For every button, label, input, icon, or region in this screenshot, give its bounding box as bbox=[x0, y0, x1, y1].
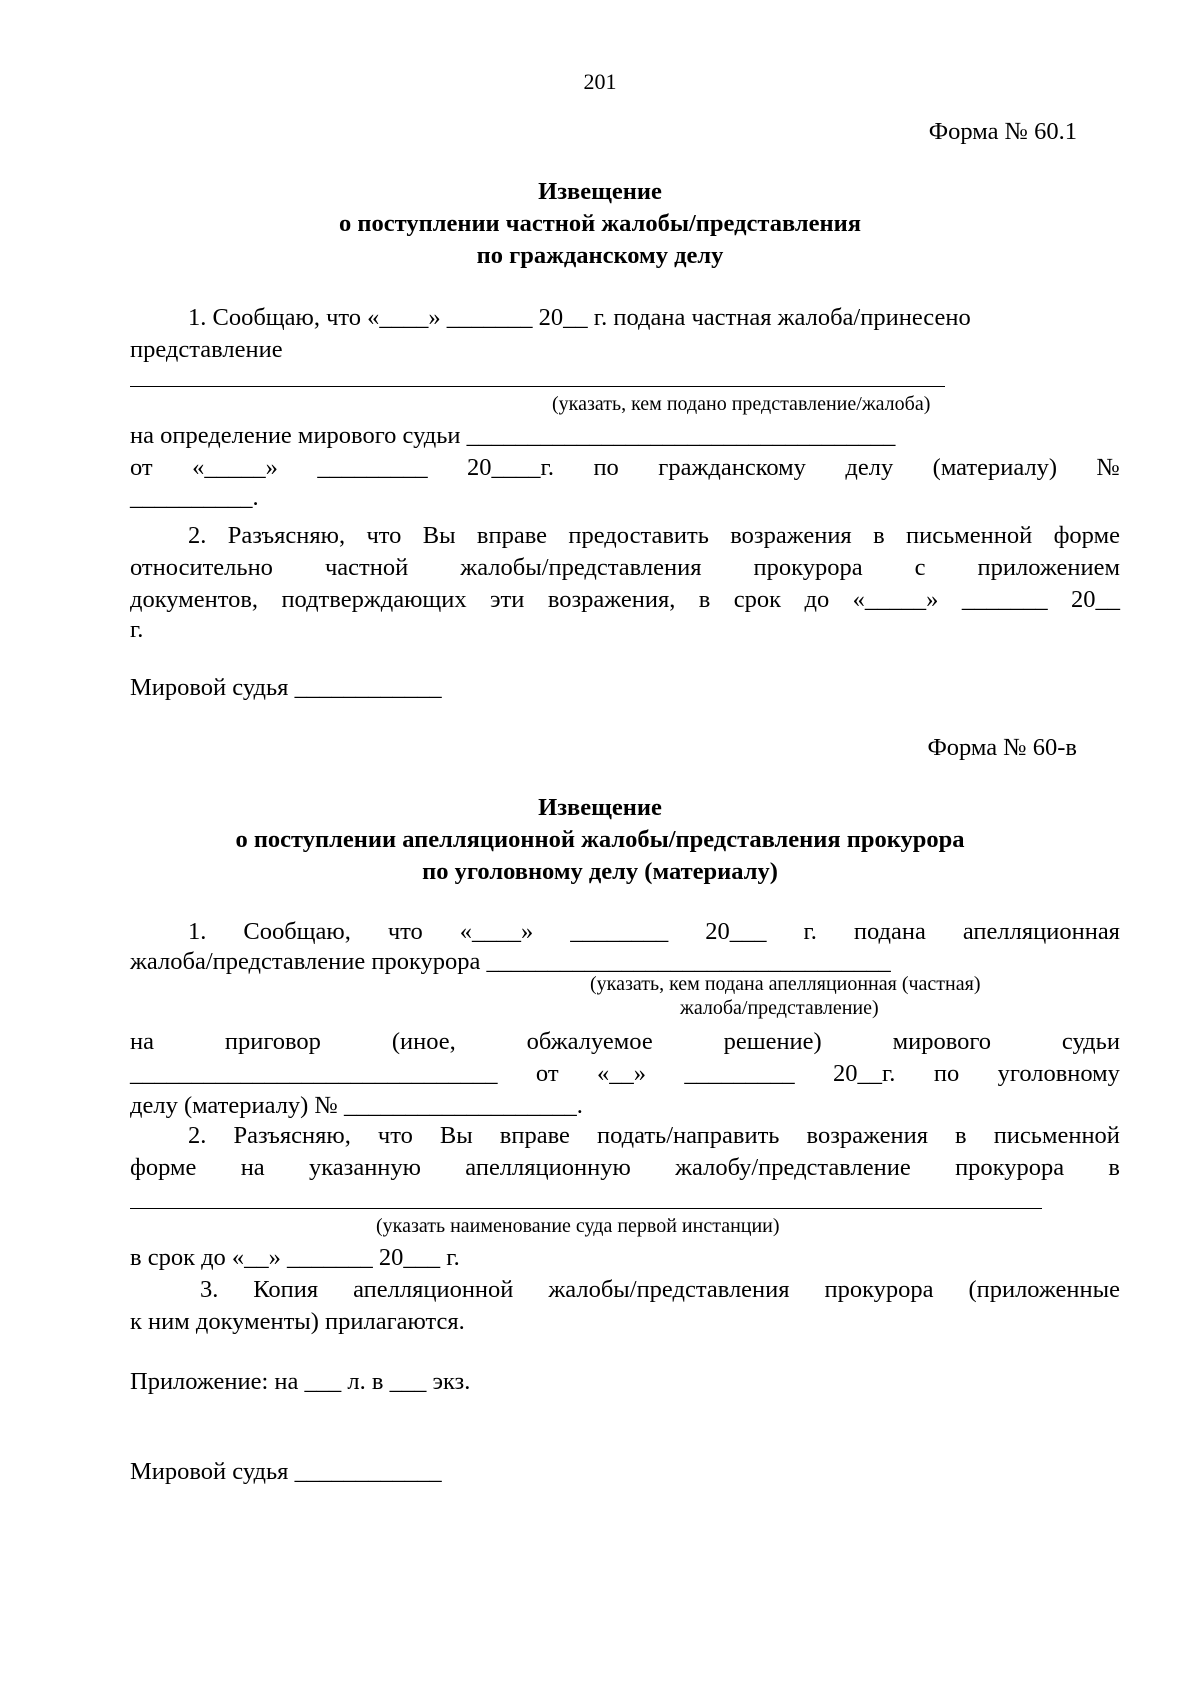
paragraph-line: к ним документы) прилагаются. bbox=[130, 1308, 465, 1335]
form-subtitle: о поступлении апелляционной жалобы/представления прокурора bbox=[235, 826, 965, 853]
paragraph-line: от «_____» _________ 20____г. по гражданскому делу (материалу) № bbox=[130, 454, 1120, 481]
paragraph-line: документов, подтверждающих эти возражения, в срок до «_____» _______ 20__ bbox=[130, 586, 1120, 613]
form-title: Извещение bbox=[538, 794, 662, 821]
paragraph-line: на приговор (иное, обжалуемое решение) мирового судьи bbox=[130, 1028, 1120, 1055]
paragraph-line: 2. Разъясняю, что Вы вправе подать/направить возражения в письменной bbox=[188, 1122, 1120, 1149]
field-caption: (указать наименование суда первой инстанции) bbox=[376, 1215, 780, 1237]
judge-signature: Мировой судья ____________ bbox=[130, 674, 442, 701]
field-caption: (указать, кем подана апелляционная (частная) bbox=[590, 973, 981, 995]
paragraph-line: ______________________________ от «__» _________ 20__г. по уголовному bbox=[130, 1060, 1120, 1087]
paragraph-line: __________. bbox=[130, 484, 259, 511]
paragraph-line: 3. Копия апелляционной жалобы/представления прокурора (приложенные bbox=[200, 1276, 1120, 1303]
paragraph-line: представление bbox=[130, 336, 283, 363]
form-title: Извещение bbox=[538, 178, 662, 205]
paragraph-line: на определение мирового судьи ___________________________________ bbox=[130, 422, 896, 449]
attachment-line: Приложение: на ___ л. в ___ экз. bbox=[130, 1368, 471, 1395]
paragraph-line: 1. Сообщаю, что «____» _______ 20__ г. подана частная жалоба/принесено bbox=[188, 304, 971, 331]
fill-in-line bbox=[130, 1208, 1042, 1209]
page-number: 201 bbox=[583, 69, 617, 94]
form-subtitle: по уголовному делу (материалу) bbox=[422, 858, 778, 885]
paragraph-line: 2. Разъясняю, что Вы вправе предоставить возражения в письменной форме bbox=[188, 522, 1120, 549]
paragraph-line: 1. Сообщаю, что «____» ________ 20___ г. подана апелляционная bbox=[188, 918, 1120, 945]
paragraph-line: относительно частной жалобы/представления прокурора с приложением bbox=[130, 554, 1120, 581]
field-caption: жалоба/представление) bbox=[680, 997, 879, 1019]
form-subtitle: о поступлении частной жалобы/представления bbox=[339, 210, 861, 237]
paragraph-line: в срок до «__» _______ 20___ г. bbox=[130, 1244, 460, 1271]
form-label: Форма № 60.1 bbox=[928, 118, 1077, 145]
paragraph-line: делу (материалу) № ___________________. bbox=[130, 1092, 583, 1119]
paragraph-line: г. bbox=[130, 616, 144, 643]
paragraph-line: форме на указанную апелляционную жалобу/представление прокурора в bbox=[130, 1154, 1120, 1181]
form-label: Форма № 60-в bbox=[927, 734, 1077, 761]
fill-in-line bbox=[130, 386, 945, 387]
judge-signature: Мировой судья ____________ bbox=[130, 1458, 442, 1485]
paragraph-line: жалоба/представление прокурора _________________________________ bbox=[130, 948, 891, 975]
field-caption: (указать, кем подано представление/жалоба) bbox=[552, 393, 931, 415]
form-subtitle: по гражданскому делу bbox=[476, 242, 724, 269]
